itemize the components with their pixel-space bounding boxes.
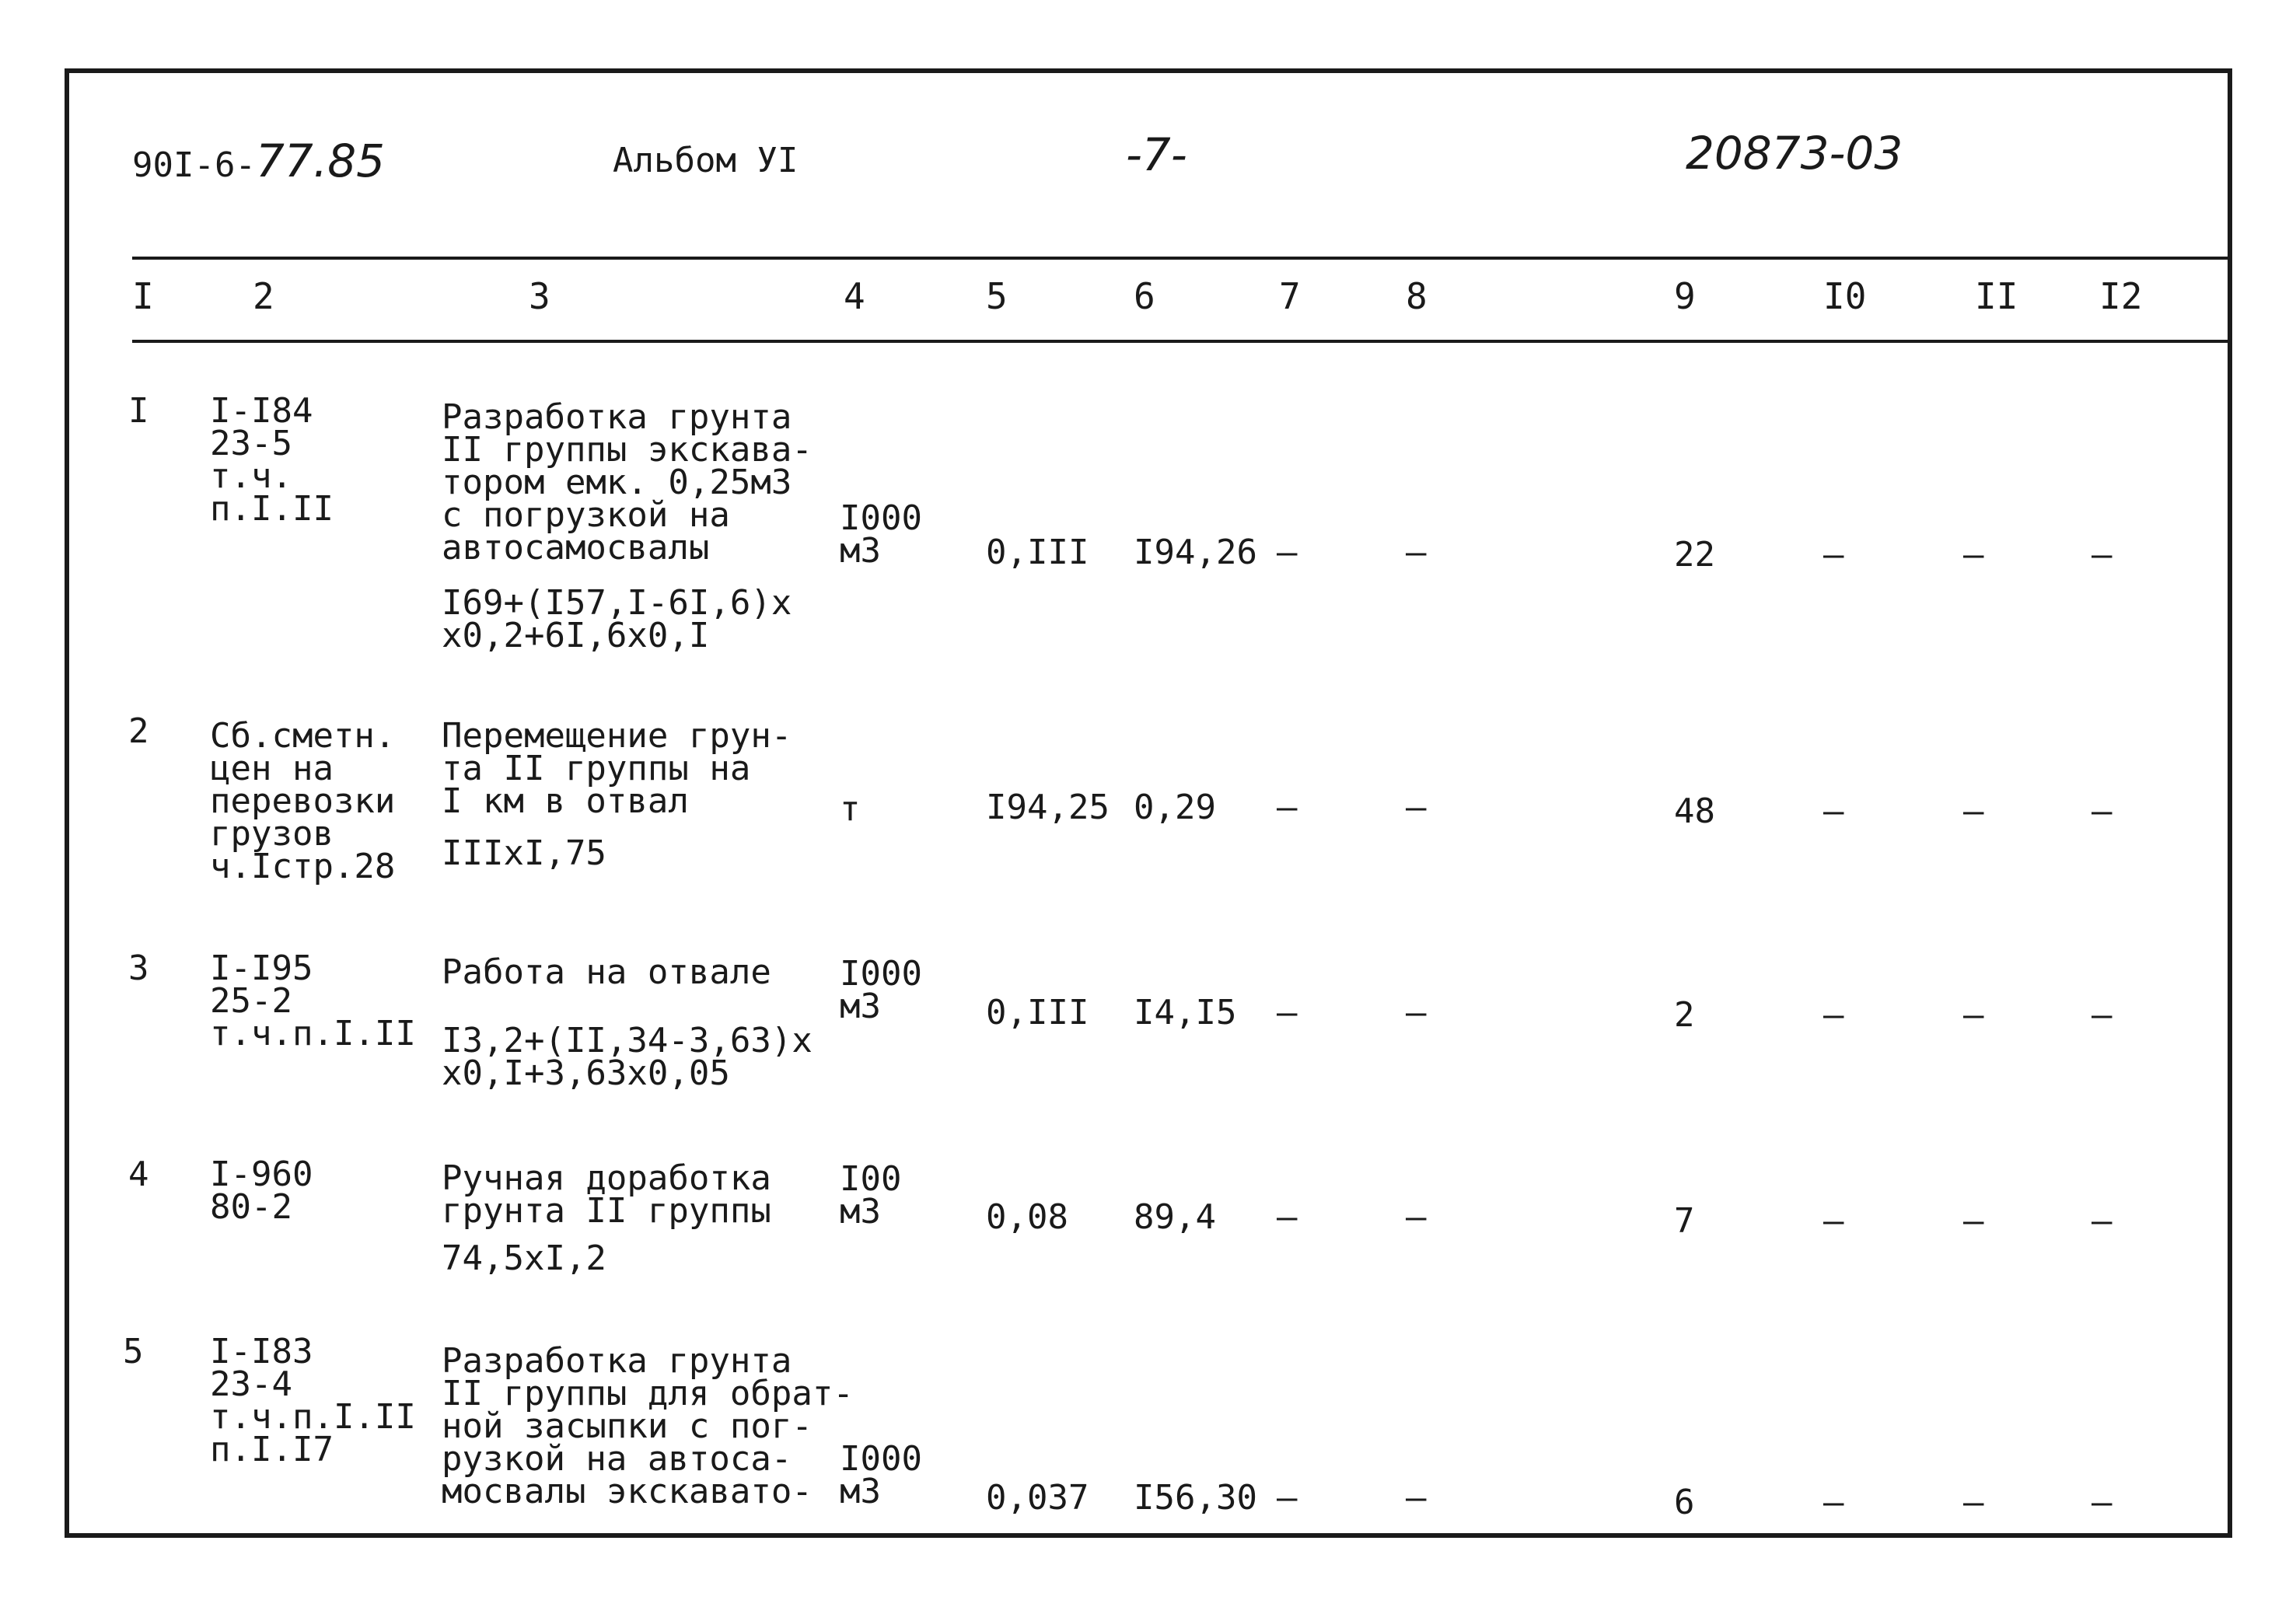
calc-formula: 74,5хI,2 — [442, 1238, 606, 1278]
col-header-5: 5 — [986, 275, 1008, 317]
col-header-9: 9 — [1674, 275, 1696, 317]
col7-value: – — [1277, 533, 1298, 572]
col-header-4: 4 — [844, 275, 865, 317]
norm-code: I-I84 23-5 т.ч. п.I.II — [210, 391, 334, 529]
unit-price: 89,4 — [1134, 1197, 1216, 1237]
doc-code-handwritten: 77.85 — [255, 134, 385, 187]
col-header-1: I — [132, 275, 154, 317]
col-header-7: 7 — [1279, 275, 1301, 317]
registration-number: 20873-03 — [1686, 127, 1903, 180]
col7-value: – — [1277, 1197, 1298, 1237]
unit: I000 м3 — [840, 954, 922, 1026]
album-title: Альбом УI — [613, 141, 799, 180]
unit: I00 м3 — [840, 1159, 902, 1231]
col11-value: – — [1963, 791, 1984, 831]
norm-code: I-I83 23-4 т.ч.п.I.II п.I.I7 — [210, 1332, 416, 1469]
row-number: 3 — [128, 948, 149, 988]
quantity: 0,037 — [986, 1478, 1089, 1518]
unit-price: I56,30 — [1134, 1478, 1257, 1518]
calc-formula: I3,2+(II,34-3,63)х х0,I+3,63х0,05 — [442, 1021, 813, 1093]
col-header-3: 3 — [529, 275, 550, 317]
calc-formula: I69+(I57,I-6I,6)х х0,2+6I,6х0,I — [442, 583, 792, 655]
col10-value: – — [1823, 1201, 1844, 1241]
unit-price: I94,26 — [1134, 533, 1257, 572]
row-number: 2 — [128, 711, 149, 751]
page-number: -7- — [1126, 128, 1187, 181]
col10-value: – — [1823, 791, 1844, 831]
unit: т — [840, 789, 861, 829]
col-header-8: 8 — [1406, 275, 1428, 317]
calc-formula: IIIхI,75 — [442, 833, 606, 873]
col8-value: – — [1406, 533, 1427, 572]
unit-price: 0,29 — [1134, 788, 1216, 827]
row-number: 5 — [123, 1332, 144, 1371]
total-cost: 48 — [1674, 791, 1715, 831]
col-header-2: 2 — [253, 275, 274, 317]
unit: I000 м3 — [840, 498, 922, 571]
row-number: I — [128, 391, 149, 431]
col7-value: – — [1277, 993, 1298, 1032]
work-description: Работа на отвале — [442, 952, 771, 992]
col10-value: – — [1823, 995, 1844, 1035]
col-header-6: 6 — [1134, 275, 1155, 317]
col10-value: – — [1823, 1483, 1844, 1522]
col12-value: – — [2092, 535, 2113, 575]
quantity: 0,III — [986, 533, 1089, 572]
total-cost: 7 — [1674, 1201, 1695, 1241]
col7-value: – — [1277, 788, 1298, 827]
total-cost: 22 — [1674, 535, 1715, 575]
col11-value: – — [1963, 995, 1984, 1035]
work-description: Разработка грунта II группы для обрат- ной засыпки с пог- рузкой на автоса- мосвалы экскавато- — [442, 1341, 854, 1511]
col-header-10: I0 — [1823, 275, 1867, 317]
unit: I000 м3 — [840, 1439, 922, 1511]
quantity: 0,III — [986, 993, 1089, 1032]
col10-value: – — [1823, 535, 1844, 575]
quantity: I94,25 — [986, 788, 1110, 827]
header-top-rule — [132, 257, 2232, 260]
total-cost: 2 — [1674, 995, 1695, 1035]
col8-value: – — [1406, 993, 1427, 1032]
norm-code: I-I95 25-2 т.ч.п.I.II — [210, 948, 416, 1053]
col7-value: – — [1277, 1478, 1298, 1518]
col11-value: – — [1963, 535, 1984, 575]
col12-value: – — [2092, 791, 2113, 831]
work-description: Разработка грунта II группы экскава- тором емк. 0,25м3 с погрузкой на автосамосвалы — [442, 397, 813, 568]
work-description: Перемещение грун- та II группы на I км в отвал — [442, 716, 792, 821]
col12-value: – — [2092, 1483, 2113, 1522]
quantity: 0,08 — [986, 1197, 1068, 1237]
col-header-11: II — [1975, 275, 2018, 317]
col12-value: – — [2092, 995, 2113, 1035]
doc-code-printed: 90I-6- — [132, 145, 256, 185]
col8-value: – — [1406, 1197, 1427, 1237]
work-description: Ручная доработка грунта II группы — [442, 1158, 771, 1231]
unit-price: I4,I5 — [1134, 993, 1237, 1032]
norm-code: Сб.сметн. цен на перевозки грузов ч.Iстр.28 — [210, 716, 396, 886]
row-number: 4 — [128, 1155, 149, 1194]
doc-code — [132, 134, 385, 187]
col8-value: – — [1406, 1478, 1427, 1518]
col12-value: – — [2092, 1201, 2113, 1241]
col-header-12: I2 — [2099, 275, 2143, 317]
col11-value: – — [1963, 1483, 1984, 1522]
norm-code: I-960 80-2 — [210, 1155, 313, 1227]
total-cost: 6 — [1674, 1483, 1695, 1522]
header-bottom-rule — [132, 340, 2232, 343]
col11-value: – — [1963, 1201, 1984, 1241]
col8-value: – — [1406, 788, 1427, 827]
